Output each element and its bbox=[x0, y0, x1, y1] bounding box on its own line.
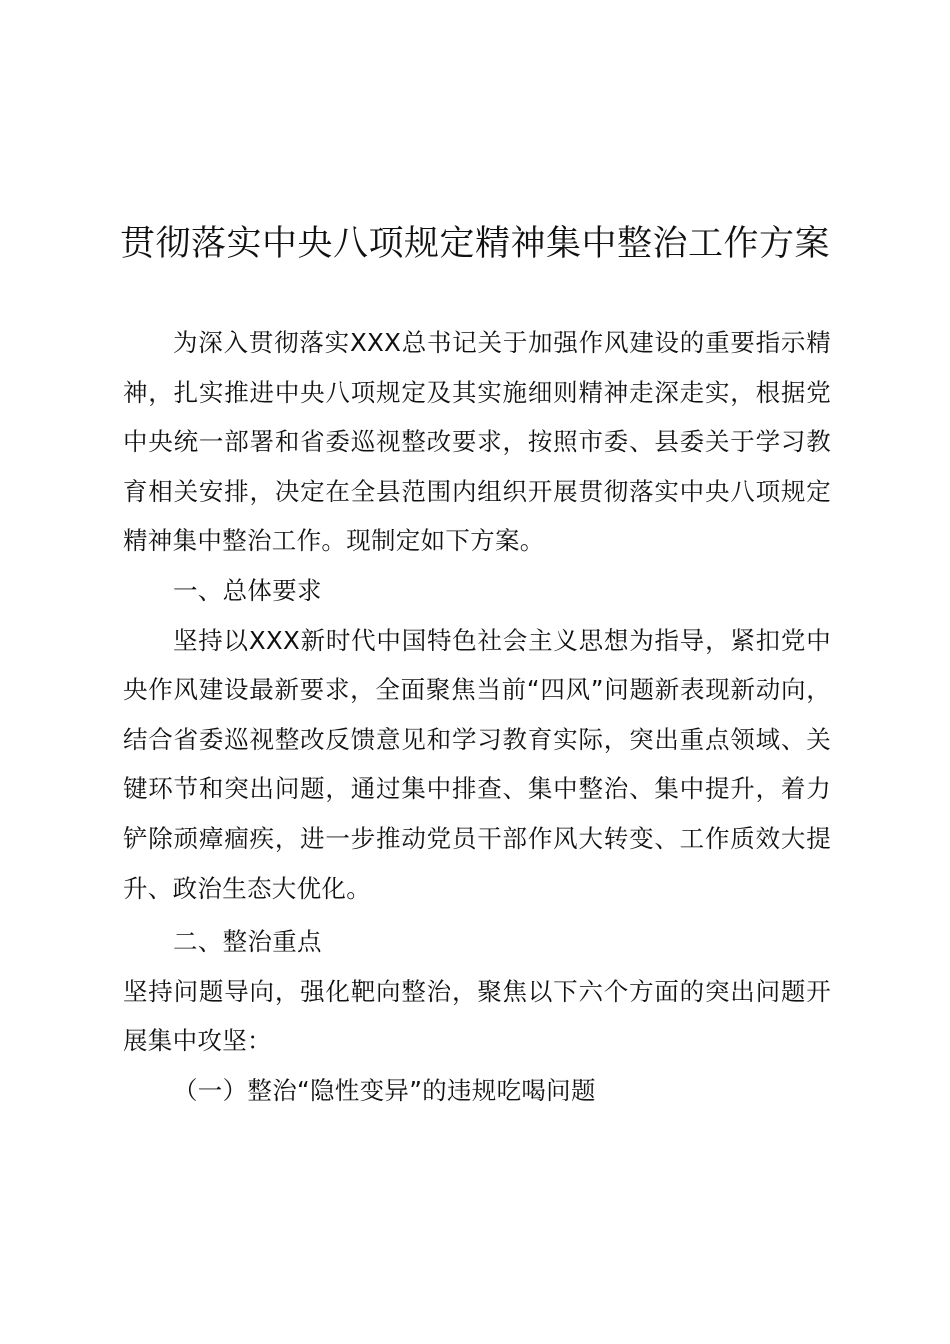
sub-heading-item-1: （一）整治“隐性变异”的违规吃喝问题 bbox=[173, 1075, 596, 1105]
document-title: 贯彻落实中央八项规定精神集中整治工作方案 bbox=[119, 224, 830, 264]
section-heading-rectification-focus: 二、整治重点 bbox=[173, 927, 322, 957]
document-body bbox=[123, 318, 831, 1116]
intro-paragraph: 为深入贯彻落实XXX总书记关于加强作风建设的重要指示精神，扎实推进中央八项规定及其实施细则精神走深走实，根据党中央统一部署和省委巡视整改要求，按照市委、县委关于学习教育相关安排，决定在全县范围内组织开展贯彻落实中央八项规定精神集中整治工作。现制定如下方案。 bbox=[123, 328, 831, 556]
rectification-focus-paragraph: 坚持问题导向，强化靶向整治，聚焦以下六个方面的突出问题开展集中攻坚： bbox=[123, 976, 831, 1056]
section-heading-overall-requirements: 一、总体要求 bbox=[173, 575, 322, 605]
overall-requirements-paragraph: 坚持以XXX新时代中国特色社会主义思想为指导，紧扣党中央作风建设最新要求，全面聚焦当前“四风”问题新表现新动向，结合省委巡视整改反馈意见和学习教育实际，突出重点领域、关键环节和突出问题，通过集中排查、集中整治、集中提升，着力铲除顽瘴痼疾，进一步推动党员干部作风大转变、工作质效大提升、政治生态大优化。 bbox=[123, 625, 831, 903]
